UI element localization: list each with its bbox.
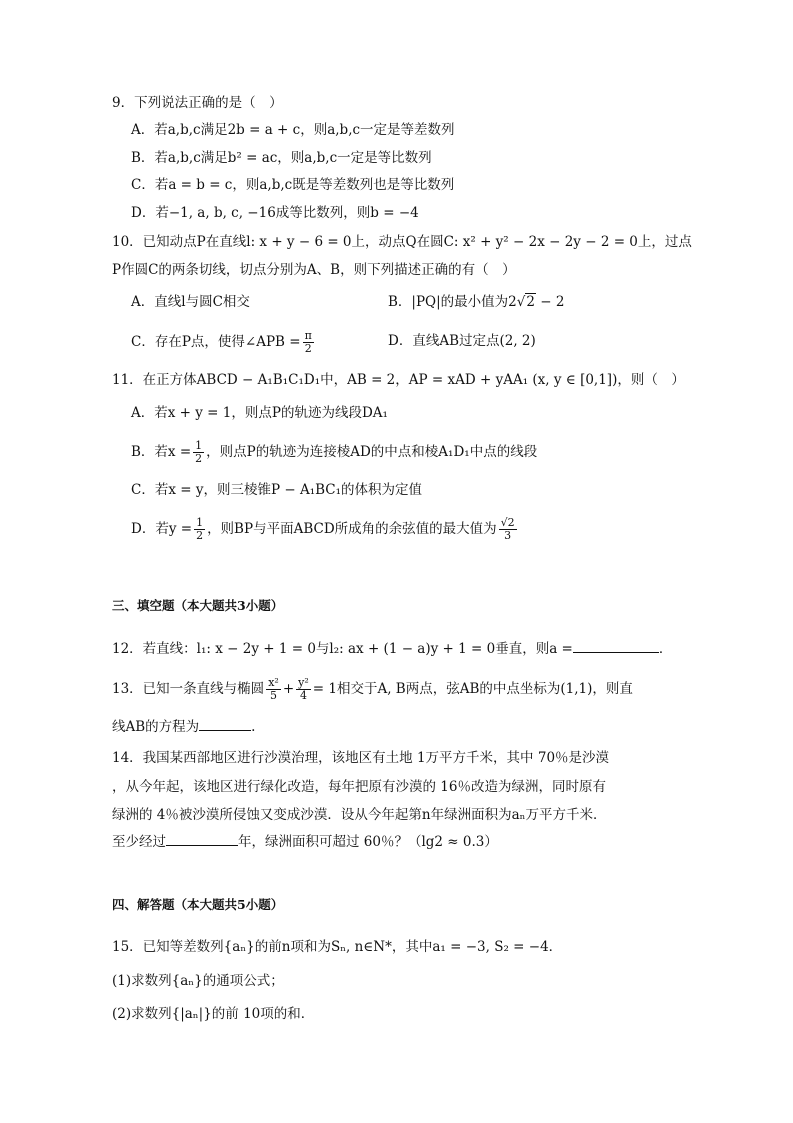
q9-stem: 9．下列说法正确的是（ ） [112,95,283,111]
q11-option-b-fraction [193,440,204,465]
q14-line4-pre: 至少经过 [112,834,166,850]
fraction-numerator: √2 [500,516,515,529]
q9-option-a: A．若a,b,c满足2b = a + c，则a,b,c一定是等差数列 [131,122,455,138]
q14-line1: 14．我国某西部地区进行沙漠治理，该地区有土地 1万平方千米，其中 70％是沙漠 [112,750,610,766]
q10-stem-line2: P作圆C的两条切线，切点分别为A、B，则下列描述正确的有（ ） [112,262,516,278]
q13-line2-post: . [251,719,256,735]
q13-line2 [112,716,255,737]
q12-answer-blank[interactable] [573,638,659,653]
q10-option-b-radicand: 2 [526,294,535,310]
fraction-denominator: 4 [299,689,307,702]
fraction-numerator: x² [268,676,279,689]
q11-option-b-post: ，则点P的轨迹为连接棱AD的中点和棱A₁D₁中点的线段 [206,444,538,460]
fraction-numerator: 1 [195,439,203,452]
q11-stem: 11．在正方体ABCD − A₁B₁C₁D₁中，AB = 2，AP = xAD + yAA₁ (x, y ∈ [0,1])，则（ ） [112,372,685,388]
q11-option-d-pre: D．若y = [131,521,193,537]
q13-answer-blank[interactable] [199,716,251,731]
q10-option-c-pre: C．存在P点，使得∠APB = [131,334,301,350]
q11-option-d-mid: ，则BP与平面ABCD所成角的余弦值的最大值为 [207,521,497,537]
fraction-denominator: 2 [196,529,204,542]
q12-post: ． [658,641,673,657]
q13-plus: + [282,681,295,697]
q12 [112,638,672,659]
q13-line1 [112,677,633,702]
q14-line2: ，从今年起，该地区进行绿化改造，每年把原有沙漠的 16％改造为绿洲，同时原有 [112,779,606,795]
q13-pre: 13．已知一条直线与椭圆 [112,681,265,697]
q11-option-c: C．若x = y，则三棱锥P − A₁BC₁的体积为定值 [131,482,423,498]
q10-option-d: D．直线AB过定点(2, 2) [388,333,536,349]
q15-part2: (2)求数列{|aₙ|}的前 10项的和． [112,1006,315,1022]
q13-post: = 1相交于A, B两点，弦AB的中点坐标为(1,1)，则直 [312,681,633,697]
q11-option-a: A．若x + y = 1，则点P的轨迹为线段DA₁ [131,405,388,421]
q10-option-a: A．直线l与圆C相交 [131,294,250,310]
q11-option-d-fraction2 [499,517,517,542]
q10-stem-line1: 10．已知动点P在直线l: x + y − 6 = 0上，动点Q在圆C: x² + y² − 2x − 2y − 2 = 0上，过点 [112,234,692,250]
fraction-denominator: 3 [504,529,512,542]
fraction-denominator: 2 [195,452,203,465]
q10-option-b-pre: B．|PQ|的最小值为2 [388,294,517,310]
q15-part1: (1)求数列{aₙ}的通项公式； [112,973,284,989]
q14-line4-post: 年，绿洲面积可超过 60％？（lg2 ≈ 0.3） [238,834,498,850]
fraction-numerator: y² [298,676,309,689]
fraction-numerator: 1 [196,516,204,529]
fraction-denominator: 2 [304,342,312,355]
q10-option-b [388,292,564,312]
q10-option-c-fraction [303,330,314,355]
q11-option-d-fraction1 [194,517,205,542]
q13-fraction-x [266,677,281,702]
q10-option-b-post: − 2 [535,294,565,310]
q9-option-b: B．若a,b,c满足b² = ac，则a,b,c一定是等比数列 [131,150,432,166]
q11-option-d [131,517,519,542]
q14-line4 [112,831,498,852]
fraction-denominator: 5 [270,689,277,702]
q9-option-c: C．若a = b = c，则a,b,c既是等差数列也是等比数列 [131,177,455,193]
q11-option-b-pre: B．若x = [131,444,192,460]
q15-stem: 15．已知等差数列{aₙ}的前n项和为Sₙ, n∈N*，其中a₁ = −3, S₂ = −4． [112,939,563,955]
fraction-numerator: π [304,329,312,342]
q13-fraction-y [296,677,311,702]
q13-line2-pre: 线AB的方程为 [112,719,200,735]
q11-option-b [131,440,537,465]
section-4-heading: 四、解答题（本大题共5小题） [112,897,284,912]
q9-option-d: D．若−1, a, b, c, −16成等比数列，则b = −4 [131,205,419,221]
q14-answer-blank[interactable] [166,831,238,846]
q12-text: 12．若直线：l₁: x − 2y + 1 = 0与l₂: ax + (1 − a)y + 1 = 0垂直，则a = [112,641,573,657]
q10-option-c [131,330,316,355]
section-3-heading: 三、填空题（本大题共3小题） [112,598,284,613]
sqrt-symbol: √ [516,294,526,310]
q14-line3: 绿洲的 4％被沙漠所侵蚀又变成沙漠．设从今年起第n年绿洲面积为aₙ万平方千米． [112,807,607,823]
